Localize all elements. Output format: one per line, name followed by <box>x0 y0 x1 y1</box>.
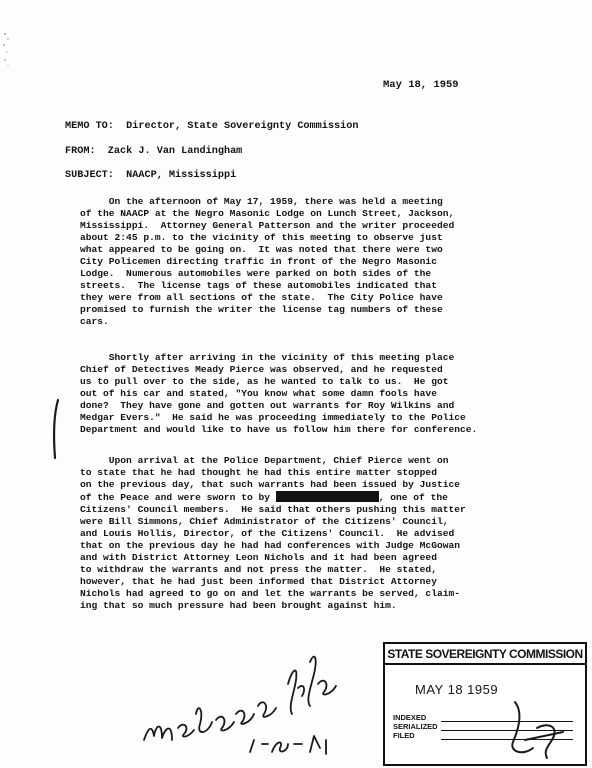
margin-annotation-mark <box>50 398 62 460</box>
body-paragraph-1: On the afternoon of May 17, 1959, there was held a meeting of the NAACP at the Negro Masonic Lodge on Lunch Street, Jackson, Mississippi. Attorney General Patterson and the writer proceeded about 2:45 p.m. to the vicinity of this meeting to observe just what appeared to be going on. It was noted that there were two City Policemen directing traffic in front of the Negro Masonic Lodge. Numerous automobiles were parked on both sides of the streets. The license tags of these automobiles indicated that they were from all sections of the state. The City Police have promised to furnish the writer the license tag numbers of these cars. <box>80 196 455 327</box>
memo-subject-line: SUBJECT: NAACP, Mississippi <box>65 170 237 181</box>
stamp-indexed-label: INDEXED <box>393 713 427 722</box>
received-stamp <box>383 642 587 766</box>
redaction-bar <box>276 491 379 502</box>
stamp-serialized-label: SERIALIZED <box>393 722 438 731</box>
memo-from-line: FROM: Zack J. Van Landingham <box>65 146 243 157</box>
punch-hole-marks <box>2 30 12 70</box>
stamp-indexed-row <box>393 714 426 722</box>
paragraph-3-text-after: , one of the Citizens' Council members. He said that others pushing this matter were Bill Simmons, Chief Administrator of the Citizens' Council, and Louis Hollis, Director, of the Citizens' Council. He advised that on the previous day he had had conferences with Judge McGowan and with District Attorney Leon Nichols and it had been agreed to withdraw the warrants and not press the matter. He stated, however, that he had just been informed that District Attorney Nichols had agreed to go on and let the warrants be served, claim- ing that so much pressure had been brought against him. <box>80 492 466 611</box>
memo-date: May 18, 1959 <box>383 79 459 91</box>
handwritten-signature <box>138 644 378 764</box>
stamp-initials-mark <box>503 698 573 762</box>
memo-to-line: MEMO TO: Director, State Sovereignty Commission <box>65 121 359 132</box>
stamp-date: MAY 18 1959 <box>415 682 499 697</box>
stamp-serialized-row <box>393 723 438 731</box>
stamp-filed-label: FILED <box>393 731 415 740</box>
body-paragraph-3 <box>80 455 550 612</box>
paragraph-3-text-before: Upon arrival at the Police Department, Chief Pierce went on to state that he had thought he had this entire matter stopped on the previous day, that such warrants had been issued by Justice of the Peace and were sworn to by <box>80 455 460 503</box>
stamp-title: STATE SOVEREIGNTY COMMISSION <box>385 648 585 665</box>
body-paragraph-2: Shortly after arriving in the vicinity of this meeting place Chief of Detectives Meady Pierce was observed, and he requested us to pull over to the side, as he wanted to talk to us. He got out of his car and stated, "You know what some damn fools have done? They have gone and gotten out warrants for Roy Wilkins and Medgar Evers." He said he was proceeding immediately to the Police Department and would like to have us follow him there for conference. <box>80 352 478 435</box>
stamp-filed-row <box>393 732 415 740</box>
